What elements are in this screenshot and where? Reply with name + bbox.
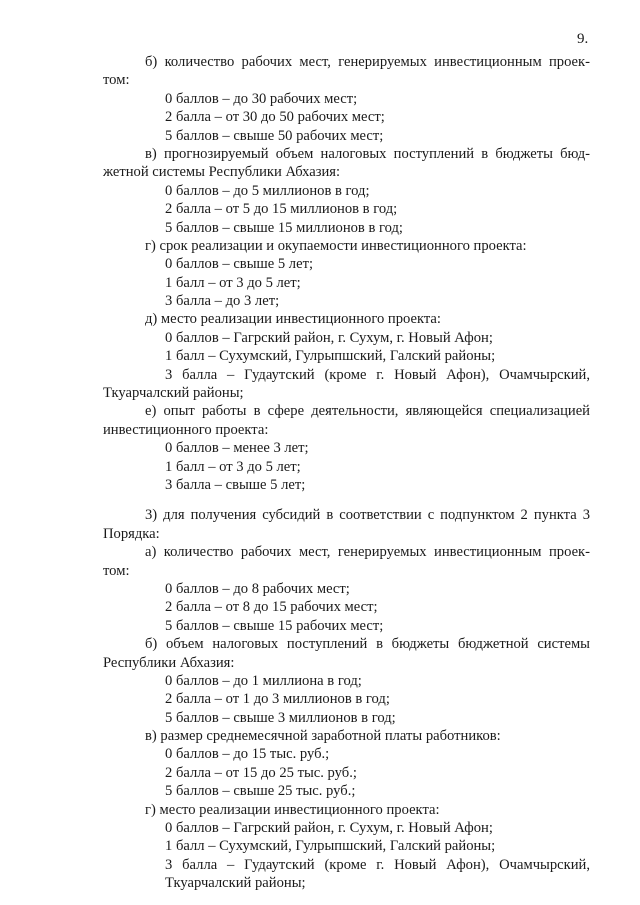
list-item: 5 баллов – свыше 15 рабочих мест; [165, 617, 384, 634]
paragraph-gap [103, 494, 590, 506]
section-b2-heading: б) объем налоговых поступлений в бюджеты бюджетной системы [145, 636, 590, 653]
section-e1-heading-cont: инвестиционного проекта: [103, 421, 269, 438]
section-g2-heading: г) место реализации инвестиционного проекта: [145, 801, 440, 818]
list-item: 3 балла – Гудаутский (кроме г. Новый Афон), Очамчырский, [165, 366, 590, 383]
list-item: 1 балл – Сухумский, Гулрыпшский, Галский районы; [165, 838, 496, 855]
section-b1-heading-cont: том: [103, 72, 130, 89]
list-item: 5 баллов – свыше 15 миллионов в год; [165, 219, 403, 236]
list-item: 0 баллов – Гагрский район, г. Сухум, г. Новый Афон; [165, 820, 493, 837]
list-item: 3 балла – до 3 лет; [165, 293, 280, 310]
list-item: 3 балла – Гудаутский (кроме г. Новый Афон), Очамчырский, [165, 856, 590, 873]
list-item: 2 балла – от 1 до 3 миллионов в год; [165, 691, 390, 708]
list-item: 2 балла – от 5 до 15 миллионов в год; [165, 201, 398, 218]
list-item: 2 балла – от 8 до 15 рабочих мест; [165, 599, 378, 616]
list-item: 5 баллов – свыше 3 миллионов в год; [165, 709, 396, 726]
section-b2-heading-cont: Республики Абхазия: [103, 654, 235, 671]
section-g1-heading: г) срок реализации и окупаемости инвестиционного проекта: [145, 237, 527, 254]
list-item: 5 баллов – свыше 25 тыс. руб.; [165, 783, 356, 800]
section-a2-heading-cont: том: [103, 562, 130, 579]
section-a2-heading: а) количество рабочих мест, генерируемых инвестиционным проек- [145, 544, 590, 561]
section-v1-heading-cont: жетной системы Республики Абхазия: [103, 164, 341, 181]
list-item: 2 балла – от 15 до 25 тыс. руб.; [165, 764, 357, 781]
list-item: 0 баллов – свыше 5 лет; [165, 256, 313, 273]
list-item: 0 баллов – до 8 рабочих мест; [165, 580, 350, 597]
list-item: 0 баллов – до 1 миллиона в год; [165, 672, 362, 689]
list-item: 5 баллов – свыше 50 рабочих мест; [165, 127, 384, 144]
section-3-heading: 3) для получения субсидий в соответствии с подпунктом 2 пункта 3 [145, 507, 590, 524]
section-v2-heading: в) размер среднемесячной заработной платы работников: [145, 728, 501, 745]
list-item: 1 балл – Сухумский, Гулрыпшский, Галский районы; [165, 348, 496, 365]
section-3-heading-cont: Порядка: [103, 525, 160, 542]
list-item: 1 балл – от 3 до 5 лет; [165, 274, 301, 291]
document-body [103, 53, 590, 893]
section-v1-heading: в) прогнозируемый объем налоговых поступлений в бюджеты бюд- [145, 145, 590, 162]
page-number: 9. [577, 31, 589, 47]
list-item: 1 балл – от 3 до 5 лет; [165, 458, 301, 475]
list-item: 2 балла – от 30 до 50 рабочих мест; [165, 109, 385, 126]
list-item: 0 баллов – до 5 миллионов в год; [165, 182, 370, 199]
list-item-cont: Ткуарчалский районы; [103, 385, 244, 402]
section-b1-heading: б) количество рабочих мест, генерируемых инвестиционным проек- [145, 54, 590, 70]
section-e1-heading: е) опыт работы в сфере деятельности, являющейся специализацией [145, 403, 590, 420]
list-item-cont: Ткуарчалский районы; [165, 875, 306, 892]
section-d1-heading: д) место реализации инвестиционного проекта: [145, 311, 441, 328]
list-item: 0 баллов – Гагрский район, г. Сухум, г. Новый Афон; [165, 329, 493, 346]
list-item: 0 баллов – менее 3 лет; [165, 440, 309, 457]
list-item: 0 баллов – до 30 рабочих мест; [165, 90, 358, 107]
list-item: 3 балла – свыше 5 лет; [165, 476, 306, 493]
list-item: 0 баллов – до 15 тыс. руб.; [165, 746, 330, 763]
